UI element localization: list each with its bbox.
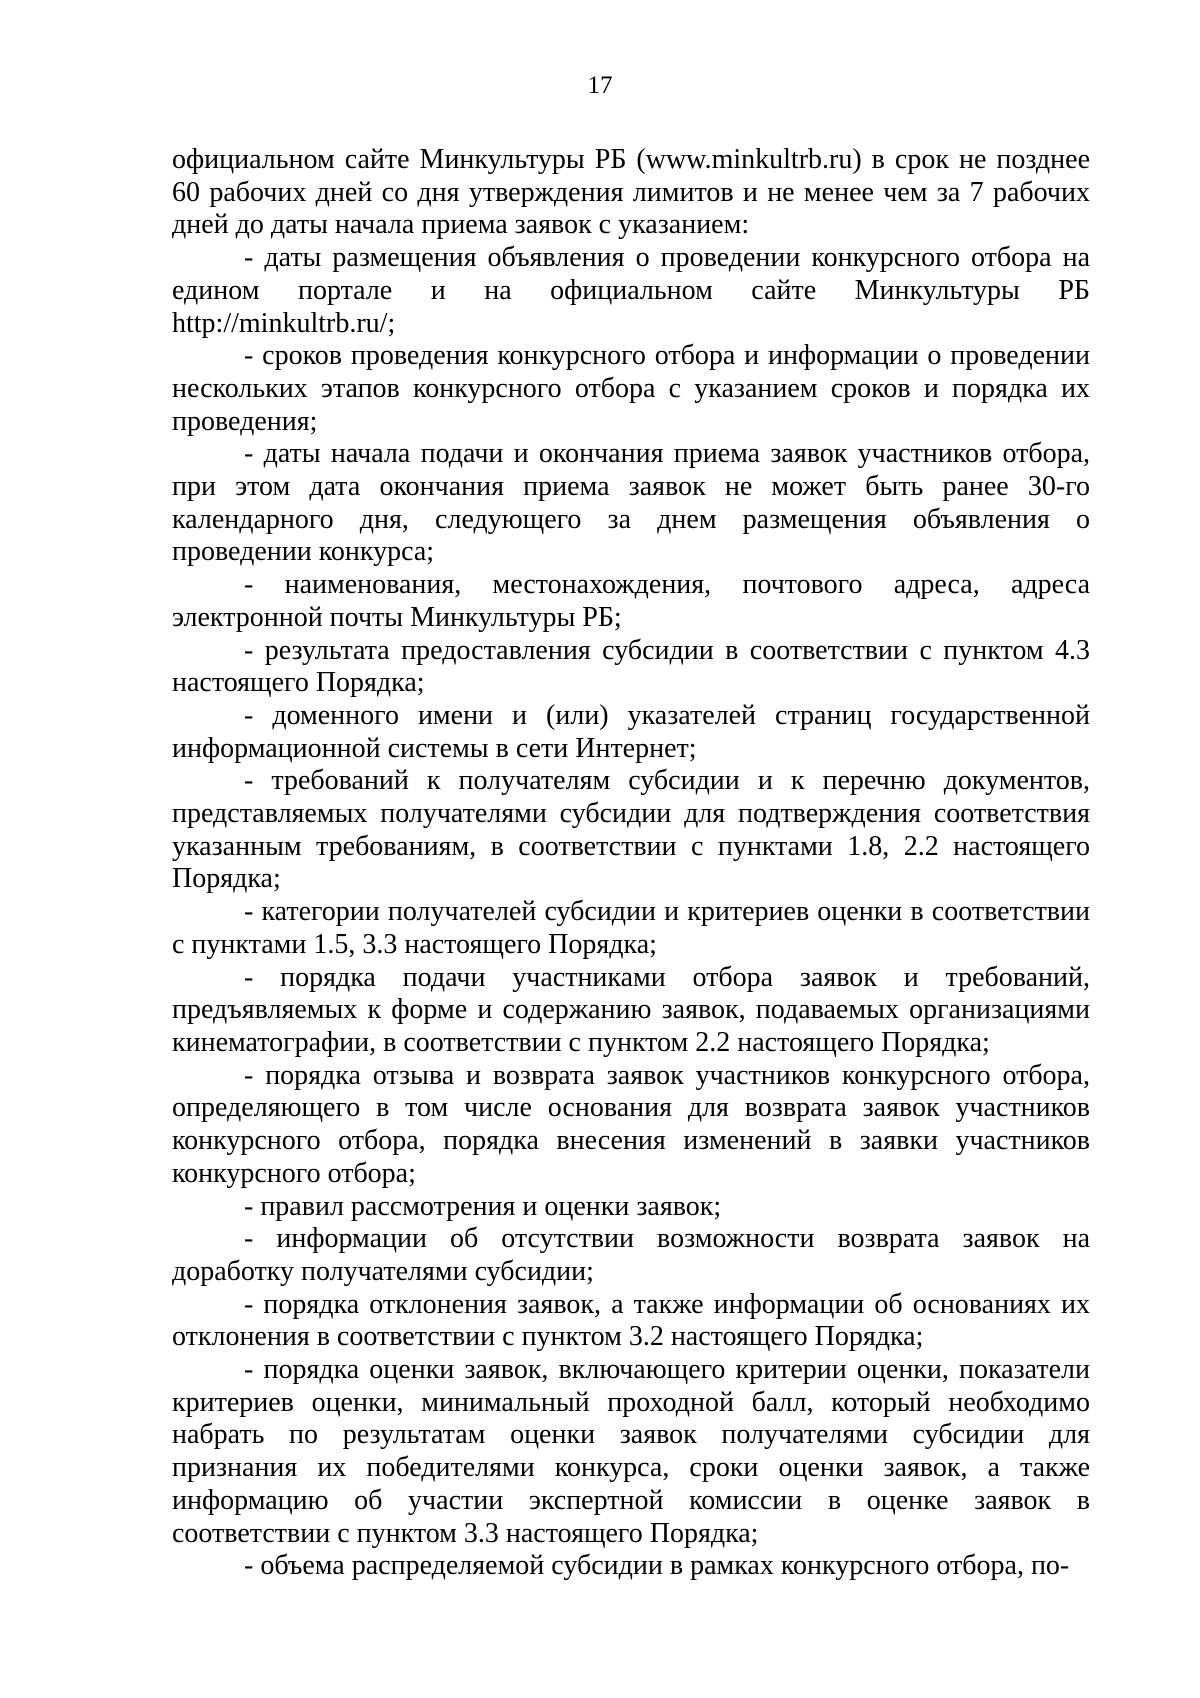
list-item-subsidy-volume: - объема распределяемой субсидии в рамках конкурсного отбора, по- bbox=[244, 1550, 1070, 1582]
document-body bbox=[172, 144, 1090, 1583]
list-item-submission-procedure: - порядка подачи участниками отбора заявок и требований, предъявляемых к форме и содержанию заявок, подаваемых организациями кинематографии, в соответствии с пунктом 2.2 настоящего Порядка; bbox=[172, 961, 1090, 1058]
list-item-application-dates: - даты начала подачи и окончания приема заявок участников отбора, при этом дата окончания приема заявок не может быть ранее 30-го календарного дня, следующего за днем размещения объявления о проведении конкурса; bbox=[172, 438, 1090, 568]
list-item-withdrawal-procedure: - порядка отзыва и возврата заявок участников конкурсного отбора, определяющего в том числе основания для возврата заявок участников конкурсного отбора, порядка внесения изменений в заявки участников конкурсного отбора; bbox=[172, 1059, 1090, 1189]
list-item-announcement-date: - даты размещения объявления о проведении конкурсного отбора на едином портале и на официальном сайте Минкультуры РБ http://minkultrb.ru/; bbox=[172, 242, 1090, 339]
list-item-subsidy-result: - результата предоставления субсидии в соответствии с пунктом 4.3 настоящего Порядка; bbox=[172, 634, 1090, 699]
list-item-ministry-contacts: - наименования, местонахождения, почтового адреса, адреса электронной почты Минкультуры РБ; bbox=[172, 569, 1090, 633]
list-item-domain-name: - доменного имени и (или) указателей страниц государственной информационной системы в сети Интернет; bbox=[172, 699, 1090, 764]
list-item-evaluation-procedure: - порядка оценки заявок, включающего критерии оценки, показатели критериев оценки, минимальный проходной балл, который необходимо набрать по результатам оценки заявок получателями субсидии для признания их победителями конкурса, сроки оценки заявок, а также информацию об участии экспертной комиссии в оценке заявок в соответствии с пунктом 3.3 настоящего Порядка; bbox=[172, 1354, 1090, 1549]
list-item-review-rules: - правил рассмотрения и оценки заявок; bbox=[244, 1190, 722, 1222]
list-item-recipient-categories: - категории получателей субсидии и критериев оценки в соответствии с пунктами 1.5, 3.3 настоящего Порядка; bbox=[172, 896, 1090, 960]
page-number: 17 bbox=[587, 72, 613, 99]
list-item-no-return-info: - информации об отсутствии возможности возврата заявок на доработку получателями субсидии; bbox=[172, 1223, 1090, 1287]
list-item-selection-terms: - сроков проведения конкурсного отбора и информации о проведении нескольких этапов конкурсного отбора с указанием сроков и порядка их проведения; bbox=[172, 340, 1090, 437]
list-item-rejection-procedure: - порядка отклонения заявок, а также информации об основаниях их отклонения в соответствии с пунктом 3.2 настоящего Порядка; bbox=[172, 1288, 1090, 1353]
paragraph-intro: официальном сайте Минкультуры РБ (www.minkultrb.ru) в срок не позднее 60 рабочих дней со дня утверждения лимитов и не менее чем за 7 рабочих дней до даты начала приема заявок с указанием: bbox=[172, 144, 1090, 241]
list-item-recipient-requirements: - требований к получателям субсидии и к перечню документов, представляемых получателями субсидии для подтверждения соответствия указанным требованиям, в соответствии с пунктами 1.8, 2.2 настоящего Порядка; bbox=[172, 765, 1090, 895]
